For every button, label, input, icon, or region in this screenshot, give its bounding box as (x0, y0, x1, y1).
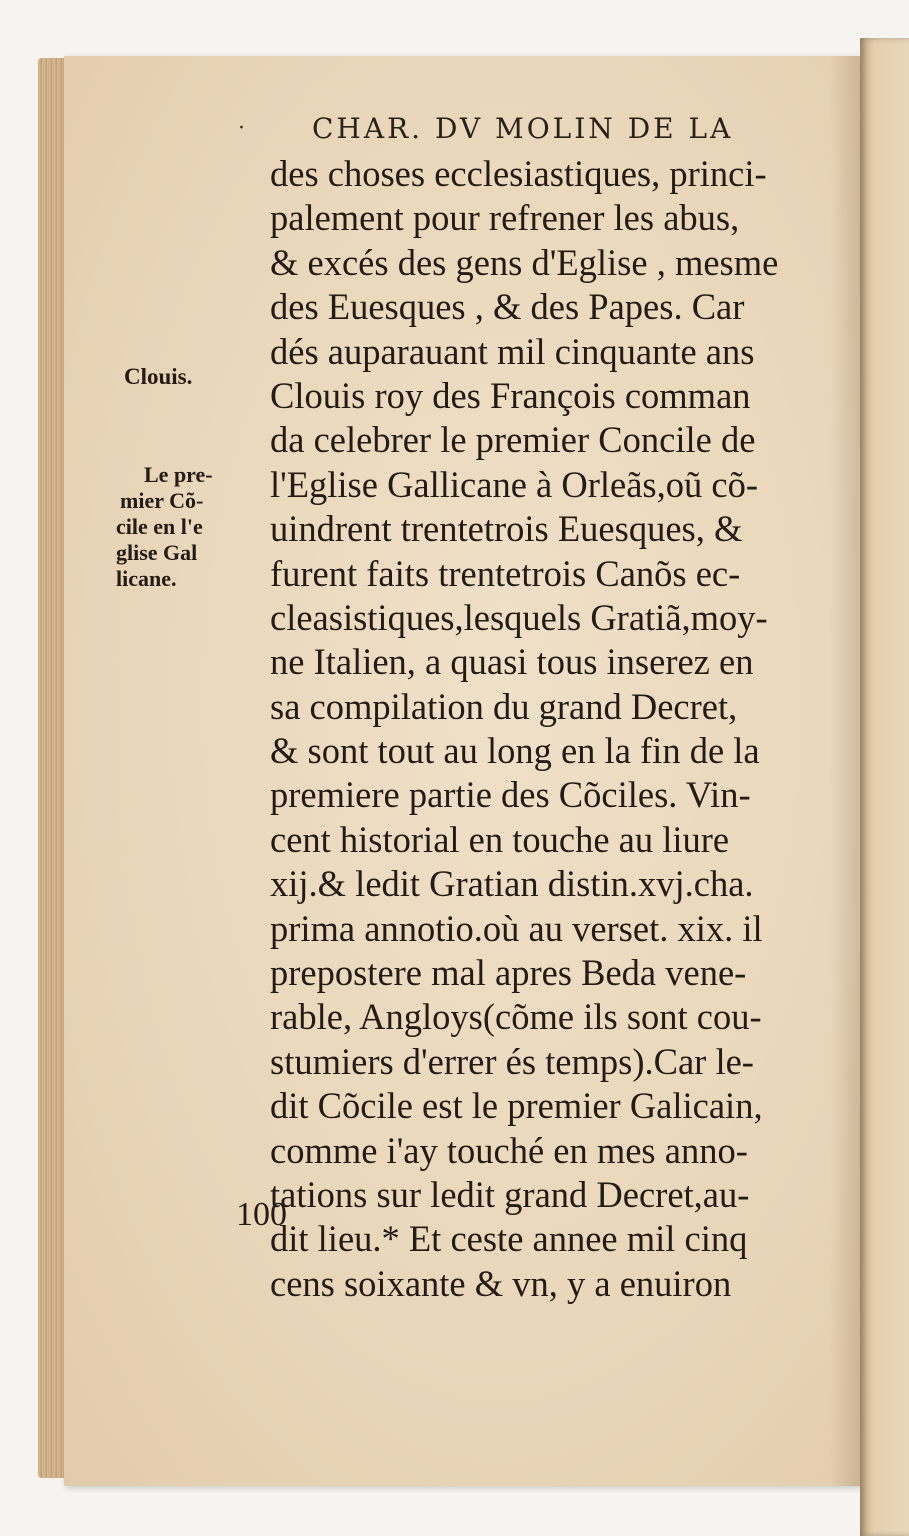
text-line: uindrent trentetrois Euesques, & (270, 508, 743, 550)
text-line: premiere partie des Cõciles. Vin- (270, 774, 751, 816)
marginal-note-line: Le pre- (144, 462, 213, 487)
body-text (270, 152, 830, 1306)
text-line: & sont tout au long en la fin de la (270, 730, 760, 772)
marginal-note-line: glise Gal (116, 540, 198, 565)
text-line: tations sur ledit grand Decret,au- (270, 1173, 750, 1215)
text-line: prepostere mal apres Beda vene- (270, 952, 747, 994)
text-line: sa compilation du grand Decret, (270, 685, 738, 727)
text-line: xij.& ledit Gratian distin.xvj.cha. (270, 863, 754, 905)
text-line: palement pour refrener les abus, (270, 197, 740, 239)
text-line: ne Italien, a quasi tous inserez en (270, 641, 754, 683)
text-line: rable, Angloys(cõme ils sont cou- (270, 996, 762, 1038)
marginal-note-clouis: Clouis. (124, 364, 193, 389)
running-head-mark: · (238, 116, 245, 141)
text-line: l'Eglise Gallicane à Orleãs,oũ cõ- (270, 463, 758, 505)
marginal-note-concile (116, 462, 236, 592)
text-line: dit lieu.* Et ceste annee mil cinq (270, 1218, 748, 1260)
text-line: stumiers d'errer és temps).Car le- (270, 1040, 754, 1082)
text-line: Clouis roy des François comman (270, 374, 751, 416)
text-line: da celebrer le premier Concile de (270, 419, 756, 461)
running-head: CHAR. DV MOLIN DE LA (312, 112, 734, 145)
line-number-marker: 100 (236, 1196, 287, 1233)
text-line: & excés des gens d'Eglise , mesme (270, 241, 779, 283)
text-line: cleasistiques,lesquels Gratiã,moy- (270, 596, 768, 638)
text-line: furent faits trentetrois Canõs ec- (270, 552, 741, 594)
text-line: comme i'ay touché en mes anno- (270, 1129, 748, 1171)
page-gutter-shadow (830, 56, 860, 1486)
text-line: des choses ecclesiastiques, princi- (270, 153, 767, 194)
text-line: cent historial en touche au liure (270, 818, 730, 860)
text-line: prima annotio.où au verset. xix. il (270, 907, 763, 949)
marginal-note-line: cile en l'e (116, 514, 203, 539)
marginal-note-line: licane. (116, 566, 177, 591)
text-line: des Euesques , & des Papes. Car (270, 286, 745, 328)
text-line: dés auparauant mil cinquante ans (270, 330, 755, 372)
text-line: dit Cõcile est le premier Galicain, (270, 1085, 763, 1127)
facing-page-edge (860, 38, 909, 1536)
text-line: cens soixante & vn, y a enuiron (270, 1262, 732, 1304)
marginal-note-line: mier Cõ- (120, 488, 204, 513)
